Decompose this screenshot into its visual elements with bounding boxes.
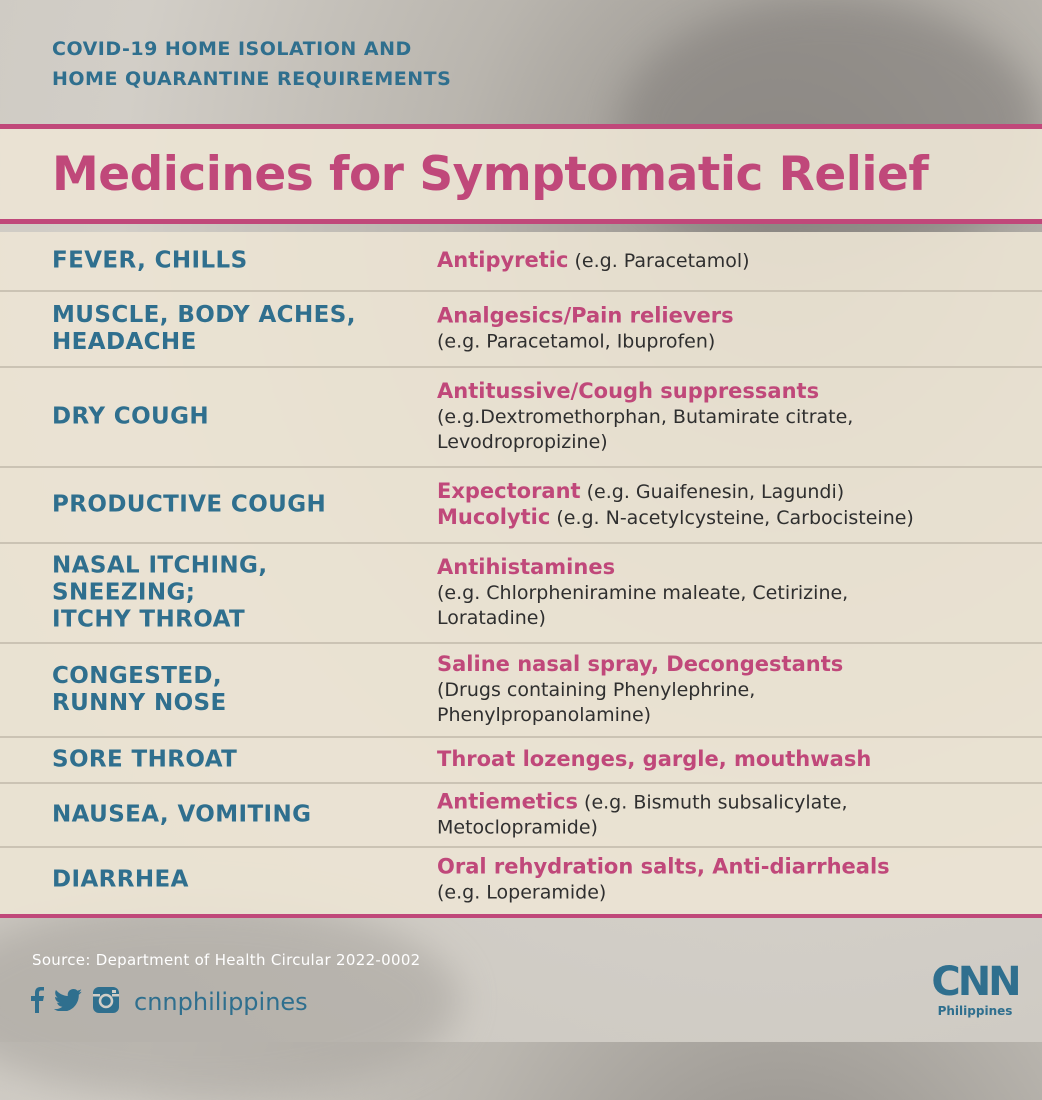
medicine-example: Phenylpropanolamine) bbox=[437, 704, 652, 726]
symptom-line: ITCHY THROAT bbox=[52, 606, 246, 633]
medicine-list bbox=[437, 555, 1027, 631]
cnn-logo bbox=[930, 959, 1020, 1018]
medicine-line bbox=[437, 405, 1027, 430]
medicine-line bbox=[437, 330, 1027, 355]
medicine-name: Mucolytic bbox=[437, 505, 551, 529]
symptom-line: PRODUCTIVE COUGH bbox=[52, 491, 327, 518]
medicine-list bbox=[437, 790, 1027, 841]
logo-subtitle: Philippines bbox=[937, 1004, 1013, 1018]
symptom-line: DIARRHEA bbox=[52, 866, 189, 893]
instagram-icon[interactable] bbox=[92, 986, 120, 1018]
symptom-line: NAUSEA, VOMITING bbox=[52, 801, 312, 828]
symptom-label bbox=[52, 663, 422, 717]
medicine-example: (e.g. Guaifenesin, Lagundi) bbox=[580, 481, 845, 503]
symptom-line: CONGESTED, bbox=[52, 663, 223, 689]
medicine-name: Expectorant bbox=[437, 479, 581, 503]
medicine-line bbox=[437, 304, 1027, 330]
medicine-line bbox=[437, 606, 1027, 631]
medicine-line bbox=[437, 479, 1027, 505]
table-row bbox=[0, 738, 1042, 784]
symptom-label bbox=[52, 867, 422, 894]
symptom-line: SORE THROAT bbox=[52, 746, 238, 773]
symptom-line: MUSCLE, BODY ACHES, bbox=[52, 302, 356, 328]
medicine-example: (e.g. Paracetamol) bbox=[568, 250, 750, 272]
medicine-name: Analgesics/Pain relievers bbox=[437, 303, 734, 328]
table-row bbox=[0, 544, 1042, 644]
logo-wordmark: CNN bbox=[931, 959, 1019, 1005]
medicine-line bbox=[437, 430, 1027, 455]
medicine-example: (e.g. N-acetylcysteine, Carbocisteine) bbox=[550, 507, 914, 529]
symptom-line: SNEEZING; bbox=[52, 579, 196, 606]
social-handle[interactable]: cnnphilippines bbox=[134, 988, 308, 1016]
table-row bbox=[0, 292, 1042, 368]
medicine-list bbox=[437, 855, 1027, 906]
symptom-label bbox=[52, 492, 422, 519]
symptom-line: RUNNY NOSE bbox=[52, 690, 227, 716]
medicine-example: Metoclopramide) bbox=[437, 816, 598, 839]
medicine-line bbox=[437, 505, 1027, 531]
medicine-example: (e.g.Dextromethorphan, Butamirate citrate, bbox=[437, 406, 854, 428]
medicine-line bbox=[437, 248, 1027, 274]
symptom-line: NASAL ITCHING, bbox=[52, 552, 268, 579]
title-band bbox=[0, 124, 1042, 224]
table-row bbox=[0, 368, 1042, 468]
header-line: HOME QUARANTINE REQUIREMENTS bbox=[52, 68, 452, 90]
medicine-line bbox=[437, 703, 1027, 728]
symptom-label bbox=[52, 404, 422, 431]
table-row bbox=[0, 468, 1042, 544]
symptom-line: DRY COUGH bbox=[52, 403, 210, 430]
symptom-label bbox=[52, 747, 422, 774]
medicine-line bbox=[437, 747, 1027, 773]
medicine-line bbox=[437, 379, 1027, 405]
medicine-name: Oral rehydration salts, Anti-diarrheals bbox=[437, 854, 890, 879]
medicine-line bbox=[437, 855, 1027, 881]
medicine-name: Antiemetics bbox=[437, 789, 578, 814]
medicine-example: (e.g. Chlorpheniramine maleate, Cetirizine, bbox=[437, 582, 849, 604]
medicine-line bbox=[437, 555, 1027, 581]
medicine-example: Loratadine) bbox=[437, 607, 546, 629]
medicine-list bbox=[437, 479, 1027, 531]
medicine-list bbox=[437, 304, 1027, 355]
symptom-label bbox=[52, 802, 422, 829]
medicine-line bbox=[437, 678, 1027, 703]
medicine-example: (e.g. Loperamide) bbox=[437, 881, 607, 904]
symptom-table bbox=[0, 232, 1042, 914]
header bbox=[52, 34, 451, 94]
medicine-name: Antihistamines bbox=[437, 555, 616, 579]
medicine-name: Saline nasal spray, Decongestants bbox=[437, 652, 844, 676]
medicine-list bbox=[437, 747, 1027, 773]
medicine-line bbox=[437, 790, 1027, 816]
medicine-example: Levodropropizine) bbox=[437, 431, 608, 453]
table-row bbox=[0, 784, 1042, 848]
table-row bbox=[0, 644, 1042, 738]
page-title: Medicines for Symptomatic Relief bbox=[52, 147, 929, 202]
medicine-example: (e.g. Paracetamol, Ibuprofen) bbox=[437, 330, 716, 353]
header-line: COVID-19 HOME ISOLATION AND bbox=[52, 38, 412, 60]
medicine-name: Antitussive/Cough suppressants bbox=[437, 379, 820, 403]
medicine-line bbox=[437, 881, 1027, 906]
twitter-icon[interactable] bbox=[54, 989, 82, 1015]
medicine-line bbox=[437, 581, 1027, 606]
symptom-label bbox=[52, 553, 422, 634]
social-bar bbox=[30, 986, 308, 1018]
medicine-name: Throat lozenges, gargle, mouthwash bbox=[437, 747, 872, 771]
source-note: Source: Department of Health Circular 2022-0002 bbox=[32, 951, 421, 969]
medicine-example: (Drugs containing Phenylephrine, bbox=[437, 679, 756, 701]
medicine-list bbox=[437, 379, 1027, 455]
symptom-line: HEADACHE bbox=[52, 329, 197, 355]
symptom-label bbox=[52, 248, 422, 275]
table-row bbox=[0, 848, 1042, 912]
medicine-name: Antipyretic bbox=[437, 248, 569, 272]
symptom-label bbox=[52, 302, 422, 356]
medicine-list bbox=[437, 652, 1027, 728]
table-row bbox=[0, 232, 1042, 292]
medicine-line bbox=[437, 816, 1027, 841]
medicine-example: (e.g. Bismuth subsalicylate, bbox=[578, 791, 848, 814]
divider bbox=[0, 914, 1042, 918]
medicine-list bbox=[437, 248, 1027, 274]
symptom-line: FEVER, CHILLS bbox=[52, 247, 248, 274]
medicine-line bbox=[437, 652, 1027, 678]
facebook-icon[interactable] bbox=[30, 987, 44, 1017]
